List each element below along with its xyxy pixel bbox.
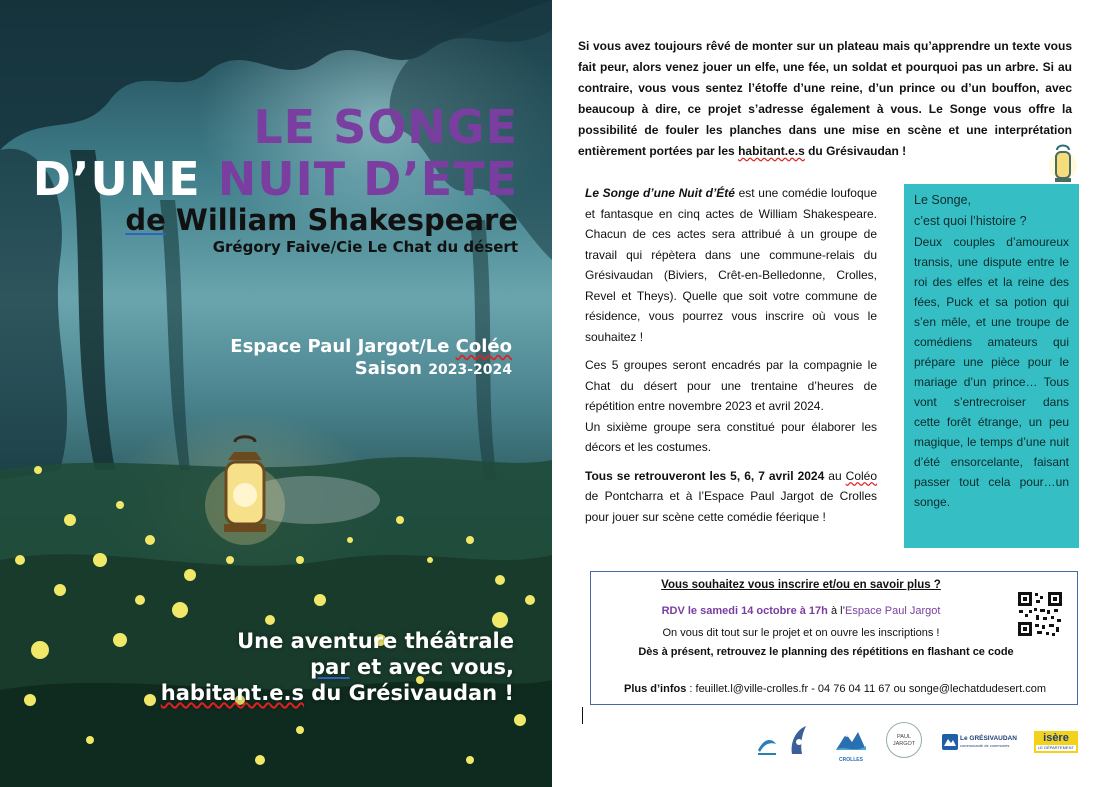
info-box — [590, 571, 1078, 705]
partner-logos — [752, 722, 1082, 772]
poster-title-line1: LE SONGE — [253, 100, 518, 154]
jargot-label-2: JARGOT — [892, 741, 916, 747]
contact-text: : feuillet.l@ville-crolles.fr - 04 76 04 11 67 ou songe@lechatdudesert.com — [686, 683, 1046, 695]
tagline-line3-rest: du Grésivaudan ! — [304, 681, 514, 705]
author-name: William Shakespeare — [165, 203, 518, 237]
p3-coleo: Coléo — [845, 468, 878, 483]
crolles-mountain-icon — [834, 728, 868, 752]
poster-title-line2 — [32, 152, 518, 206]
description-p2b: Un sixième groupe sera constitué pour élaborer les décors et les costumes. — [585, 419, 877, 454]
gresivaudan-logo — [942, 734, 1020, 750]
jargot-label-1: PAUL — [897, 734, 911, 740]
info-line4: Dès à présent, retrouvez le planning des répétitions en flashant ce code — [638, 646, 1014, 658]
lantern-icon — [205, 437, 285, 545]
description-p1-text: est une comédie loufoque et fantasque en cinq actes de William Shakespeare. Chacun de ces actes sera attribué à un groupe de travail qui répètera dans une commune-relais du Grésivaudan (Biviers, Crêt-en-Belledonne, Crolles, Revel et Theys). Quelle que soit votre commune de résidence, vous pourrez vous inscrire où vous le souhaitez ! — [585, 186, 877, 344]
poster-venue — [230, 336, 512, 381]
text-cursor — [582, 707, 583, 724]
intro-text: Si vous avez toujours rêvé de monter sur un plateau mais qu’apprendre un texte vous fait peur, alors venez jouer un elfe, une fée, un soldat et pourquoi pas un arbre. Si au contraire, vous vous sentez l’étoffe d’une reine, d’un prince ou d’un bouffon, avec beaucoup à dire, ce projet s’adresse également à vous. Le Songe vous offre la possibilité de fouler les planches dans une mise en scène et une interprétation entièrement portées par les — [578, 39, 1072, 158]
venue-prefix: Espace Paul Jargot/Le — [230, 336, 456, 357]
title-purple-part: NUIT D’ETE — [217, 152, 518, 206]
poster-company: Grégory Faive/Cie Le Chat du désert — [212, 238, 518, 256]
tagline-par: par — [310, 655, 350, 679]
poster-image — [0, 0, 552, 787]
gresivaudan-label: Le GRÉSIVAUDAN — [960, 735, 1017, 742]
story-box — [904, 184, 1079, 548]
info-rdv — [591, 605, 1011, 617]
intro-habitants: habitant.e.s — [738, 144, 805, 158]
rdv-date: RDV le samedi 14 octobre à 17h — [661, 605, 828, 617]
info-line3: On vous dit tout sur le projet et on ouvre les inscriptions ! — [662, 627, 940, 639]
poster-tagline — [161, 628, 514, 706]
rdv-place: Espace Paul Jargot — [845, 605, 941, 617]
isere-sublabel: LE DÉPARTEMENT — [1036, 745, 1076, 751]
intro-paragraph — [578, 36, 1072, 162]
info-contact — [591, 683, 1079, 695]
description-p1 — [585, 183, 877, 347]
crolles-label: CROLLES — [839, 757, 863, 763]
description-column — [585, 183, 877, 535]
qr-code-icon[interactable] — [1016, 590, 1064, 638]
tagline-habitants: habitant.e.s — [160, 681, 304, 705]
pontcharra-logo-icon — [756, 734, 778, 758]
season-label: Saison — [354, 358, 429, 379]
story-body: Deux couples d’amoureux transis, une dispute entre le roi des elfes et la reine des fées, Puck et sa potion qui s’en mêle, et une troupe de comédiens amateurs qui prépare une pièce pour le mariage d’un prince… Tous vont s’entrecroiser dans cette forêt étrange, un peu magique, le temps d’une nuit d’été ensorcelante, faisant passer tout cela pour…un songe. — [914, 235, 1069, 509]
story-heading-1: Le Songe, — [914, 193, 971, 207]
crolles-logo — [834, 728, 868, 763]
author-prefix: de — [125, 203, 166, 237]
small-lantern-icon — [1048, 140, 1078, 190]
isere-logo — [1034, 731, 1078, 753]
contact-label: Plus d’infos — [624, 683, 687, 695]
tagline-line2-rest: et avec vous, — [349, 655, 514, 679]
play-title: Le Songe d’une Nuit d’Été — [585, 186, 735, 200]
season-years: 2023-2024 — [428, 362, 512, 378]
gresivaudan-emblem-icon — [942, 734, 958, 750]
description-p2: Ces 5 groupes seront encadrés par la compagnie le Chat du désert pour une trentaine d’heures de répétition entre novembre 2023 et avril 2024. — [585, 358, 877, 413]
p3-rest: de Pontcharra et à l’Espace Paul Jargot de Crolles pour jouer sur scène cette comédie féerique ! — [585, 489, 877, 524]
info-headline: Vous souhaitez vous inscrire et/ou en savoir plus ? — [661, 579, 941, 591]
gresivaudan-sublabel: communauté de communes — [960, 743, 1010, 748]
dates-bold: Tous se retrouveront les 5, 6, 7 avril 2024 — [585, 468, 825, 483]
rdv-at: à l’ — [827, 605, 846, 617]
jargot-logo — [886, 722, 922, 758]
title-white-part: D’UNE — [32, 152, 218, 206]
coleo-logo-icon — [786, 724, 812, 758]
p3-au: au — [824, 468, 846, 483]
tagline-line1: Une aventure théâtrale — [237, 629, 514, 653]
description-p3 — [585, 466, 877, 528]
poster-author — [125, 203, 518, 237]
story-heading-2: c’est quoi l’histoire ? — [914, 214, 1027, 228]
isere-label: isère — [1043, 732, 1069, 744]
intro-end: du Grésivaudan ! — [804, 144, 907, 158]
venue-coleo: Coléo — [455, 336, 512, 357]
